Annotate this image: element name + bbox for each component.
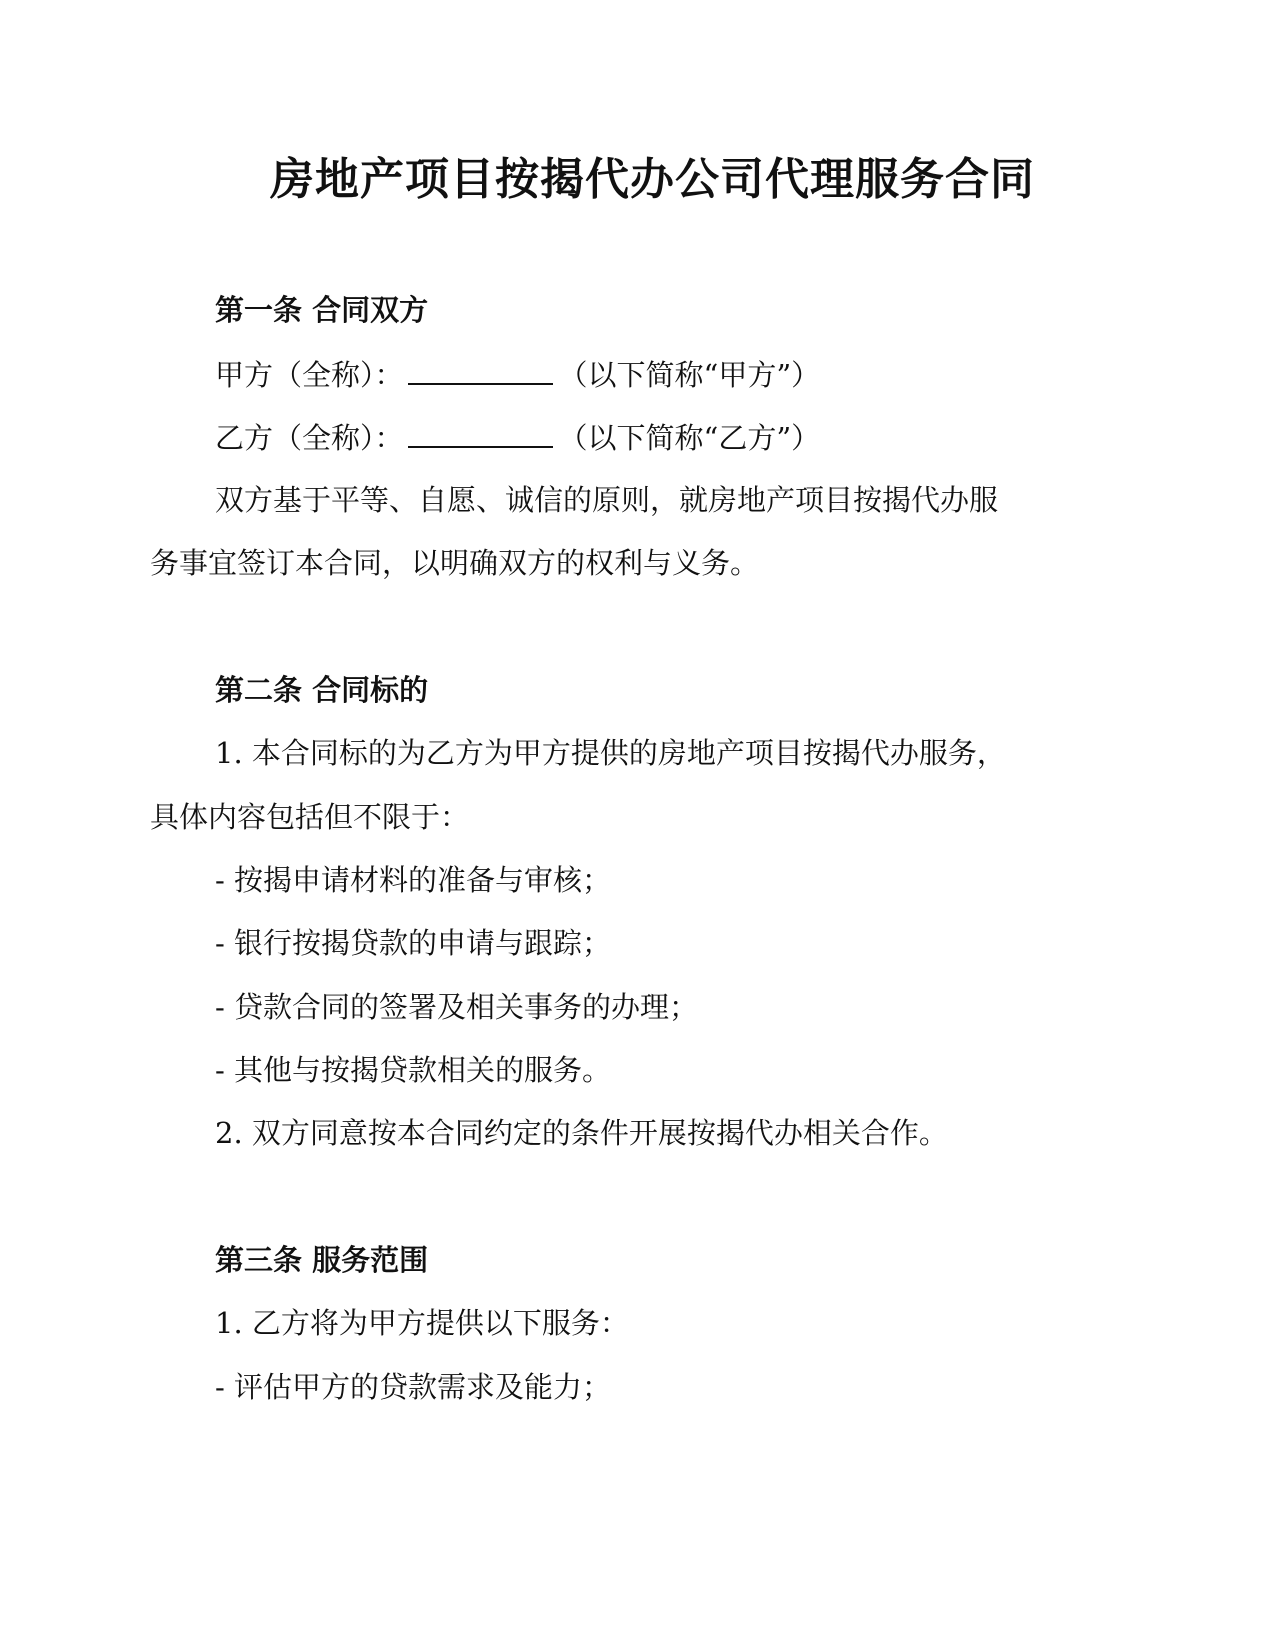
article-1-heading: 第一条 合同双方 xyxy=(215,293,429,327)
article-3-heading: 第三条 服务范围 xyxy=(215,1243,429,1277)
article-3-bullet: - 评估甲方的贷款需求及能力； xyxy=(215,1370,612,1404)
article-2-bullet: - 银行按揭贷款的申请与跟踪； xyxy=(215,926,612,960)
party-a-line xyxy=(215,353,820,395)
party-a-name-blank[interactable] xyxy=(408,353,553,385)
party-a-label: 甲方（全称）： xyxy=(215,358,404,392)
party-b-label: 乙方（全称）： xyxy=(215,421,404,455)
article-2-bullet: - 贷款合同的签署及相关事务的办理； xyxy=(215,990,699,1024)
article-2-item-1-line-2: 具体内容包括但不限于： xyxy=(150,800,470,834)
party-a-suffix: （以下简称“甲方”） xyxy=(558,358,821,392)
article-3-item-1: 1. 乙方将为甲方提供以下服务： xyxy=(215,1306,629,1340)
article-1-intro-line-1: 双方基于平等、自愿、诚信的原则，就房地产项目按揭代办服 xyxy=(215,483,999,517)
article-2-item-1-line-1: 1. 本合同标的为乙方为甲方提供的房地产项目按揭代办服务， xyxy=(215,736,1006,770)
party-b-suffix: （以下简称“乙方”） xyxy=(558,421,821,455)
document-title: 房地产项目按揭代办公司代理服务合同 xyxy=(270,154,1035,205)
article-2-item-2: 2. 双方同意按本合同约定的条件开展按揭代办相关合作。 xyxy=(215,1116,948,1150)
party-b-line xyxy=(215,416,820,458)
article-2-bullet: - 按揭申请材料的准备与审核； xyxy=(215,863,612,897)
party-b-name-blank[interactable] xyxy=(408,416,553,448)
article-1-intro-line-2: 务事宜签订本合同，以明确双方的权利与义务。 xyxy=(150,546,760,580)
article-2-heading: 第二条 合同标的 xyxy=(215,673,429,707)
article-2-bullet: - 其他与按揭贷款相关的服务。 xyxy=(215,1053,612,1087)
